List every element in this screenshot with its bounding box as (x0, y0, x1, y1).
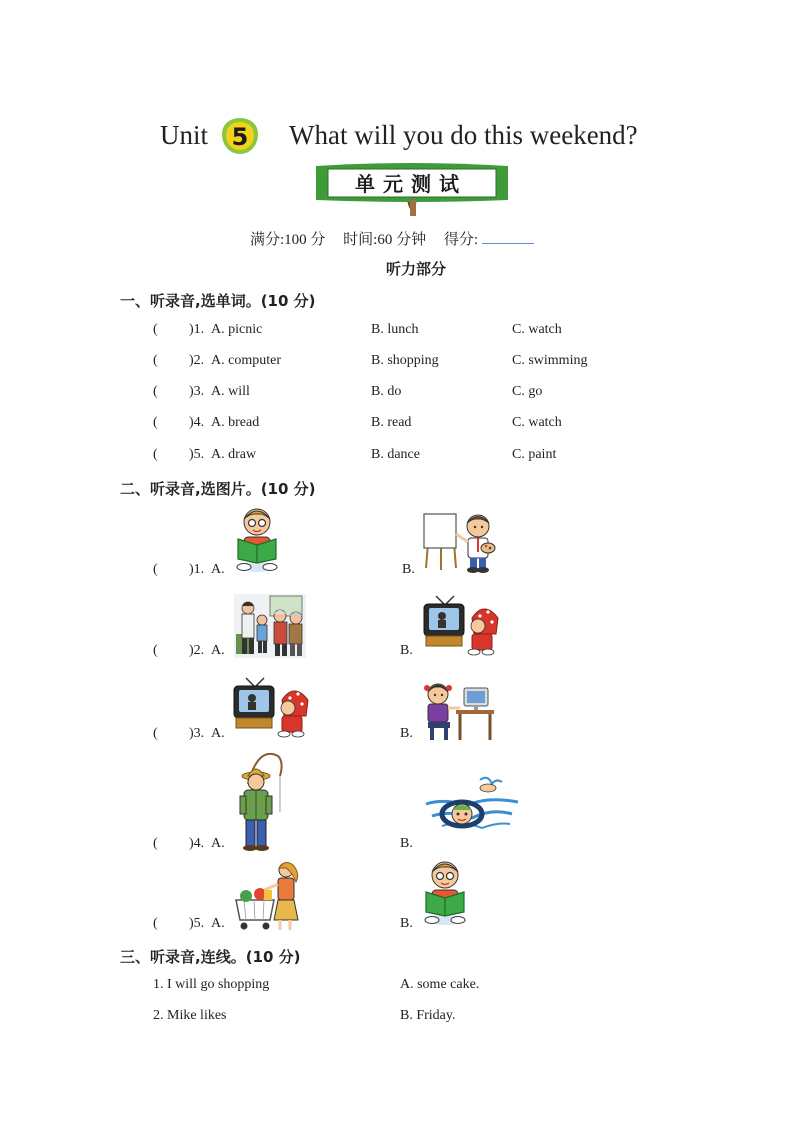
section1-title: 一、听录音,选单词。(10 分) (120, 292, 316, 310)
option-a-label: A. (211, 916, 225, 931)
option-b: B. dance (371, 447, 420, 462)
banner-label: 单元测试 (355, 172, 467, 196)
girl-at-computer-icon[interactable] (420, 680, 496, 742)
question-number: )2. (189, 353, 205, 368)
question-number: )2. (189, 643, 205, 658)
section1-question (0, 447, 794, 471)
match-left[interactable]: 2. Mike likes (153, 1008, 227, 1023)
option-b: B. do (371, 384, 402, 399)
unit-number-badge (220, 116, 260, 156)
section2-title: 二、听录音,选图片。(10 分) (120, 480, 316, 498)
woman-shopping-cart-icon[interactable] (234, 860, 302, 932)
option-c: C. paint (512, 447, 557, 462)
question-number: )5. (189, 447, 205, 462)
option-c: C. watch (512, 322, 562, 337)
question-number: )5. (189, 916, 205, 931)
answer-paren[interactable]: ( (153, 384, 158, 399)
unit-word: Unit (160, 120, 209, 150)
full-score: 满分:100 分 (250, 232, 326, 248)
family-visit-icon[interactable] (234, 594, 306, 658)
option-a: A. will (211, 384, 250, 399)
option-b: B. shopping (371, 353, 439, 368)
match-right[interactable]: A. some cake. (400, 977, 480, 992)
option-a: A. draw (211, 447, 257, 462)
score-blank[interactable] (482, 229, 534, 244)
boy-painting-icon[interactable] (422, 508, 498, 576)
section1-question (0, 415, 794, 439)
option-b: B. lunch (371, 322, 419, 337)
option-a-label: A. (211, 726, 225, 741)
answer-paren[interactable]: ( (153, 726, 158, 741)
section1-question (0, 384, 794, 408)
score-line (250, 228, 548, 249)
girl-watching-tv-icon[interactable] (232, 676, 312, 740)
answer-paren[interactable]: ( (153, 353, 158, 368)
option-b-label: B. (400, 726, 413, 741)
answer-paren[interactable]: ( (153, 562, 158, 577)
option-b-label: B. (402, 562, 415, 577)
answer-paren[interactable]: ( (153, 415, 158, 430)
girl-watching-tv-icon[interactable] (422, 594, 502, 658)
time-limit: 时间:60 分钟 (343, 232, 427, 248)
answer-paren[interactable]: ( (153, 836, 158, 851)
boy-swimming-icon[interactable] (422, 774, 522, 836)
option-a-label: A. (211, 643, 225, 658)
unit-number: 5 (231, 123, 249, 151)
boy-reading-icon[interactable] (418, 858, 472, 928)
listening-part-heading: 听力部分 (385, 260, 446, 278)
answer-paren[interactable]: ( (153, 916, 158, 931)
question-number: )3. (189, 384, 205, 399)
option-b: B. read (371, 415, 412, 430)
test-banner (312, 162, 512, 220)
question-number: )4. (189, 415, 205, 430)
option-c: C. swimming (512, 353, 588, 368)
question-number: )4. (189, 836, 205, 851)
section1-question (0, 322, 794, 346)
option-c: C. watch (512, 415, 562, 430)
option-a: A. picnic (211, 322, 263, 337)
match-left[interactable]: 1. I will go shopping (153, 977, 270, 992)
unit-title: What will you do this weekend? (289, 120, 638, 150)
option-b-label: B. (400, 916, 413, 931)
option-c: C. go (512, 384, 543, 399)
option-a: A. bread (211, 415, 260, 430)
section3-title: 三、听录音,连线。(10 分) (120, 948, 301, 966)
option-a-label: A. (211, 836, 225, 851)
question-number: )3. (189, 726, 205, 741)
score-label: 得分: (443, 232, 479, 248)
option-a: A. computer (211, 353, 281, 368)
badge-flower-icon (220, 116, 260, 156)
question-number: )1. (189, 562, 205, 577)
unit-title-bar (0, 116, 794, 156)
option-a-label: A. (211, 562, 225, 577)
answer-paren[interactable]: ( (153, 322, 158, 337)
boy-reading-icon[interactable] (230, 505, 284, 575)
option-b-label: B. (400, 836, 413, 851)
question-number: )1. (189, 322, 205, 337)
match-right[interactable]: B. Friday. (400, 1008, 456, 1023)
section1-question (0, 353, 794, 377)
answer-paren[interactable]: ( (153, 447, 158, 462)
answer-paren[interactable]: ( (153, 643, 158, 658)
option-b-label: B. (400, 643, 413, 658)
man-fishing-icon[interactable] (228, 752, 286, 852)
